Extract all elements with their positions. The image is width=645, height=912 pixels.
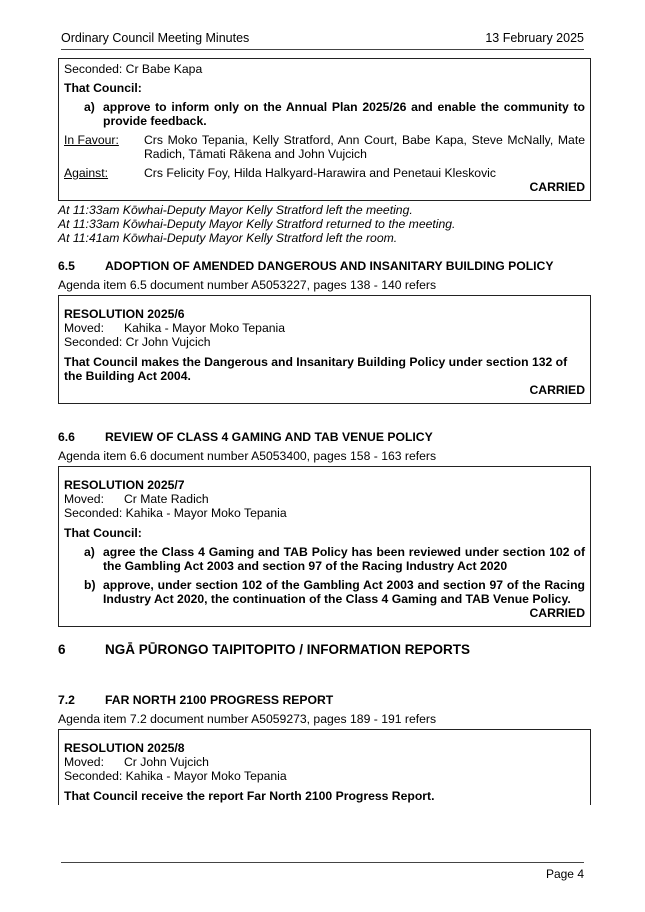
moved-by: Cr John Vujcich: [124, 755, 209, 769]
meeting-note: At 11:41am Kōwhai-Deputy Mayor Kelly Stratford left the room.: [58, 231, 398, 245]
page-header: [61, 31, 584, 50]
agenda-reference: Agenda item 6.5 document number A5053227, pages 138 - 140 refers: [58, 278, 437, 292]
seconded-line: Seconded: Cr John Vujcich: [64, 335, 211, 349]
header-date: 13 February 2025: [485, 31, 584, 45]
section-heading-6: [58, 643, 591, 657]
moved-line: [64, 492, 585, 506]
against-names: Crs Felicity Foy, Hilda Halkyard-Harawira and Penetaui Kleskovic: [144, 166, 496, 180]
section-title: FAR NORTH 2100 PROGRESS REPORT: [105, 693, 334, 707]
moved-line: [64, 755, 585, 769]
recommendation-text: agree the Class 4 Gaming and TAB Policy has been reviewed under section 102 of the Gambling Act 2003 and section 97 of the Racing Industry Act 2020: [103, 545, 585, 573]
section-number: 6.6: [58, 430, 75, 444]
carried-label: CARRIED: [529, 606, 585, 620]
seconded-line: Seconded: Kahika - Mayor Moko Tepania: [64, 769, 287, 783]
section-number: 6.5: [58, 259, 75, 273]
section-heading-6-5: [58, 259, 591, 273]
resolution-number: RESOLUTION 2025/8: [64, 741, 185, 755]
moved-label: Moved:: [64, 321, 104, 335]
header-title: Ordinary Council Meeting Minutes: [61, 31, 250, 45]
resolution-box-2025-8: [58, 729, 591, 805]
meeting-note: At 11:33am Kōwhai-Deputy Mayor Kelly Stratford left the meeting.: [58, 203, 413, 217]
moved-by: Cr Mate Radich: [124, 492, 209, 506]
carried-label: CARRIED: [529, 383, 585, 397]
section-heading-7-2: [58, 693, 591, 707]
resolution-number: RESOLUTION 2025/7: [64, 478, 185, 492]
page-number: Page 4: [545, 867, 584, 881]
recommendation-text: approve to inform only on the Annual Plan 2025/26 and enable the community to provide feedback.: [103, 100, 585, 128]
resolution-number: RESOLUTION 2025/6: [64, 307, 185, 321]
moved-label: Moved:: [64, 492, 104, 506]
meeting-note: At 11:33am Kōwhai-Deputy Mayor Kelly Stratford returned to the meeting.: [58, 217, 456, 231]
agenda-reference: Agenda item 7.2 document number A5059273, pages 189 - 191 refers: [58, 712, 437, 726]
page-content: [58, 58, 591, 805]
against-label: Against:: [64, 166, 109, 180]
section-title: NGĀ PŪRONGO TAIPITOPITO / INFORMATION REPORTS: [105, 642, 471, 657]
recommendation-b: [84, 578, 585, 606]
section-number: 6: [58, 642, 66, 657]
recommendation-text: approve, under section 102 of the Gambling Act 2003 and section 97 of the Racing Industry Act 2020, the continuation of the Class 4 Gaming and TAB Venue Policy.: [103, 578, 585, 606]
section-number: 7.2: [58, 693, 75, 707]
seconded-line: Seconded: Cr Babe Kapa: [64, 62, 203, 76]
resolution-box-2025-6: [58, 295, 591, 404]
recommendation-letter: a): [84, 100, 95, 114]
recommendation-letter: b): [84, 578, 96, 592]
section-title: ADOPTION OF AMENDED DANGEROUS AND INSANITARY BUILDING POLICY: [105, 259, 554, 273]
resolution-text: That Council makes the Dangerous and Insanitary Building Policy under section 132 of the Building Act 2004.: [64, 355, 568, 383]
moved-label: Moved:: [64, 755, 104, 769]
resolution-text: That Council receive the report Far North 2100 Progress Report.: [64, 789, 435, 803]
carried-label: CARRIED: [529, 180, 585, 194]
that-council-label: That Council:: [64, 81, 142, 95]
recommendation-letter: a): [84, 545, 95, 559]
section-title: REVIEW OF CLASS 4 GAMING AND TAB VENUE POLICY: [105, 430, 433, 444]
page-footer: [61, 862, 584, 881]
in-favour-label: In Favour:: [64, 133, 119, 147]
in-favour-names: Crs Moko Tepania, Kelly Stratford, Ann Court, Babe Kapa, Steve McNally, Mate Radich, Tāmati Rākena and John Vujcich: [144, 133, 585, 161]
resolution-box-continued: [58, 58, 591, 201]
resolution-box-2025-7: [58, 466, 591, 627]
seconded-line: Seconded: Kahika - Mayor Moko Tepania: [64, 506, 287, 520]
vote-against: [64, 166, 585, 180]
recommendation-a: [84, 545, 585, 573]
section-heading-6-6: [58, 430, 591, 444]
agenda-reference: Agenda item 6.6 document number A5053400, pages 158 - 163 refers: [58, 449, 437, 463]
moved-line: [64, 321, 585, 335]
recommendation-a: [84, 100, 585, 128]
vote-in-favour: [64, 133, 585, 161]
moved-by: Kahika - Mayor Moko Tepania: [124, 321, 286, 335]
that-council-label: That Council:: [64, 526, 142, 540]
